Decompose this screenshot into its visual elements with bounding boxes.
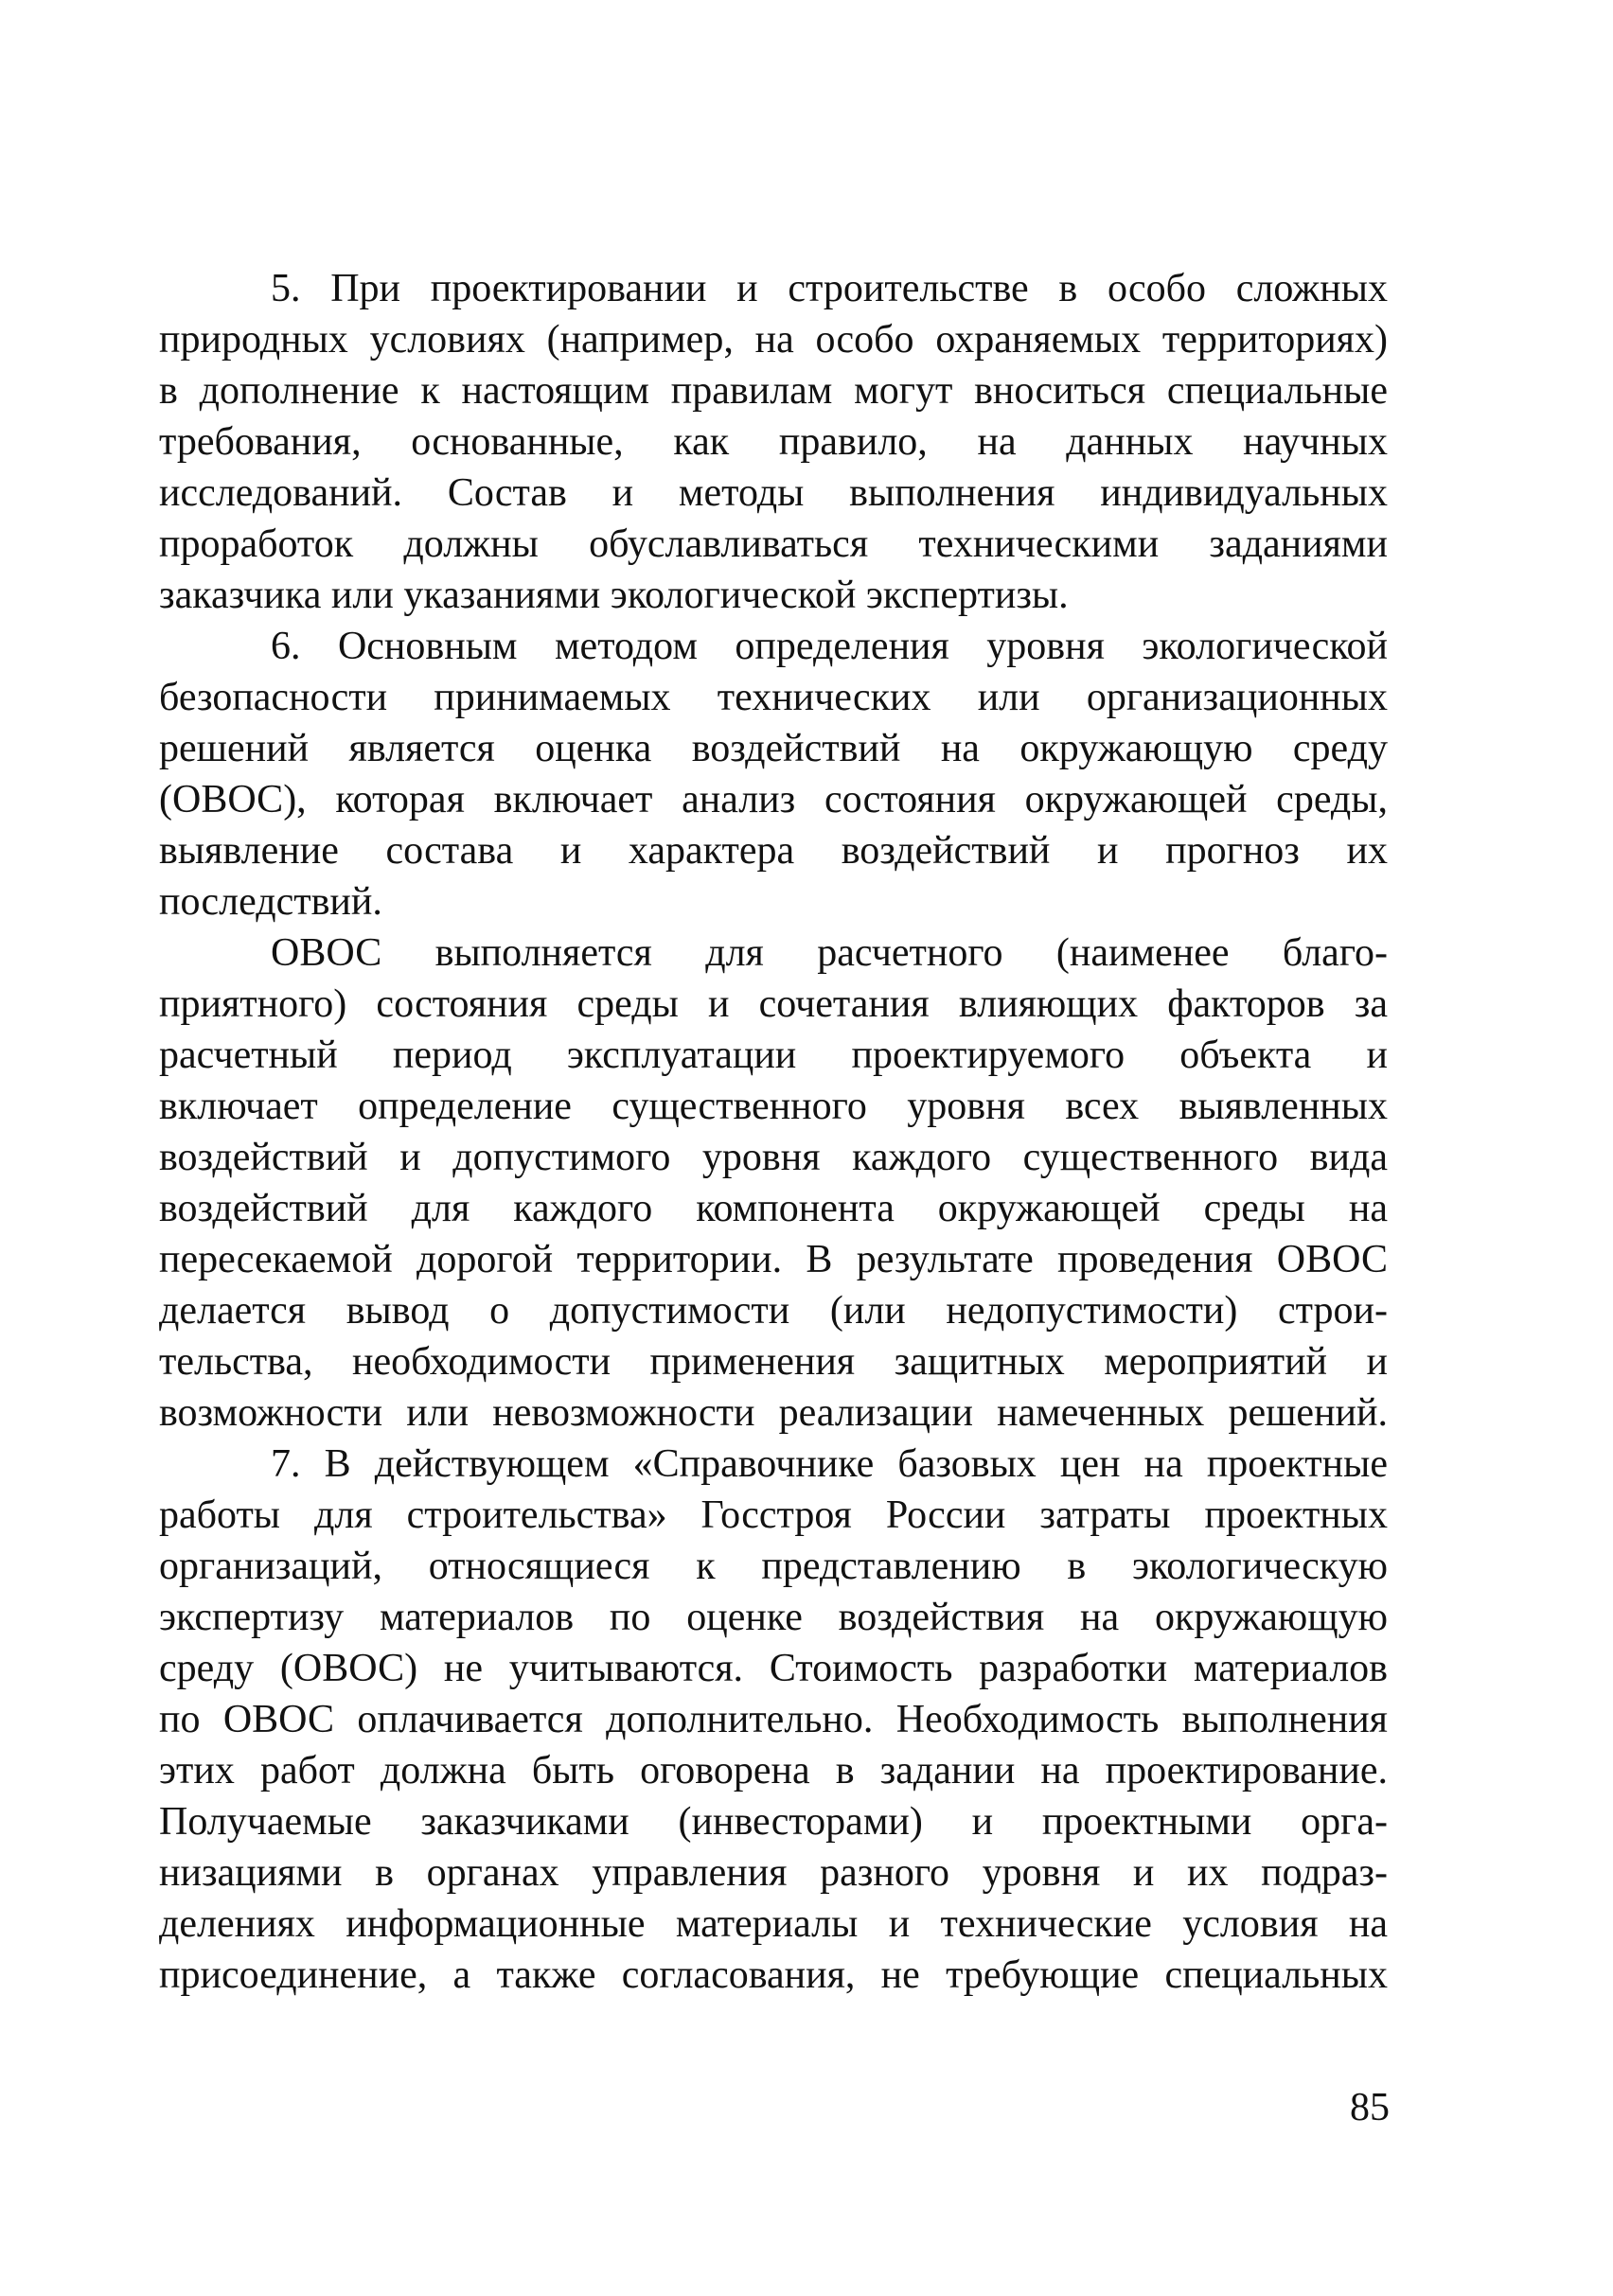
text-line: требования, основанные, как правило, на данных научных xyxy=(159,420,1388,464)
text-line: 5. При проектировании и строительстве в особо сложных xyxy=(271,267,1388,310)
paragraph-6 xyxy=(159,621,1388,927)
text-line: включает определение существенного уровня всех выявленных xyxy=(159,1085,1388,1128)
text-line: среду (ОВОС) не учитываются. Стоимость разработки материалов xyxy=(159,1647,1388,1690)
text-line: пересекаемой дорогой территории. В результате проведения ОВОС xyxy=(159,1238,1388,1281)
text-line: выявление состава и характера воздействий и прогноз их xyxy=(159,829,1388,873)
text-line: Получаемые заказчиками (инвесторами) и проектными орга- xyxy=(159,1800,1388,1844)
text-line: по ОВОС оплачивается дополнительно. Необходимость выполнения xyxy=(159,1698,1388,1741)
text-line: проработок должны обуславливаться техническими заданиями xyxy=(159,522,1388,566)
body-text xyxy=(159,263,1388,2001)
text-line: воздействий и допустимого уровня каждого существенного вида xyxy=(159,1136,1388,1179)
text-line: безопасности принимаемых технических или организационных xyxy=(159,676,1388,719)
text-line: в дополнение к настоящим правилам могут вноситься специальные xyxy=(159,369,1388,413)
text-line: 7. В действующем «Справочнике базовых цен на проектные xyxy=(271,1442,1388,1486)
text-line: воздействий для каждого компонента окружающей среды на xyxy=(159,1187,1388,1230)
text-line: низациями в органах управления разного уровня и их подраз- xyxy=(159,1851,1388,1895)
text-line: последствий. xyxy=(159,880,382,924)
text-line: расчетный период эксплуатации проектируемого объекта и xyxy=(159,1033,1388,1077)
text-line: присоединение, а также согласования, не требующие специальных xyxy=(159,1953,1388,1997)
text-line: (ОВОС), которая включает анализ состояния окружающей среды, xyxy=(159,778,1388,821)
text-line: делениях информационные материалы и технические условия на xyxy=(159,1902,1388,1946)
text-line: решений является оценка воздействий на окружающую среду xyxy=(159,727,1388,770)
text-line: заказчика или указаниями экологической экспертизы. xyxy=(159,574,1069,617)
text-line: ОВОС выполняется для расчетного (наименее благо- xyxy=(271,931,1388,975)
text-line: 6. Основным методом определения уровня экологической xyxy=(271,625,1388,668)
paragraph-5 xyxy=(159,263,1388,621)
text-line: исследований. Состав и методы выполнения индивидуальных xyxy=(159,471,1388,515)
page-number: 85 xyxy=(1350,2086,1390,2129)
paragraph-ovos xyxy=(159,927,1388,1439)
text-line: экспертизу материалов по оценке воздействия на окружающую xyxy=(159,1596,1388,1639)
text-line: этих работ должна быть оговорена в задании на проектирование. xyxy=(159,1749,1388,1793)
text-line: возможности или невозможности реализации намеченных решений. xyxy=(159,1391,1388,1435)
text-line: организаций, относящиеся к представлению в экологическую xyxy=(159,1545,1388,1588)
paragraph-7 xyxy=(159,1439,1388,2001)
text-line: природных условиях (например, на особо охраняемых территориях) xyxy=(159,318,1388,362)
text-line: работы для строительства» Госстроя России затраты проектных xyxy=(159,1493,1388,1537)
text-line: тельства, необходимости применения защитных мероприятий и xyxy=(159,1340,1388,1384)
text-line: приятного) состояния среды и сочетания влияющих факторов за xyxy=(159,982,1388,1026)
text-line: делается вывод о допустимости (или недопустимости) строи- xyxy=(159,1289,1388,1333)
